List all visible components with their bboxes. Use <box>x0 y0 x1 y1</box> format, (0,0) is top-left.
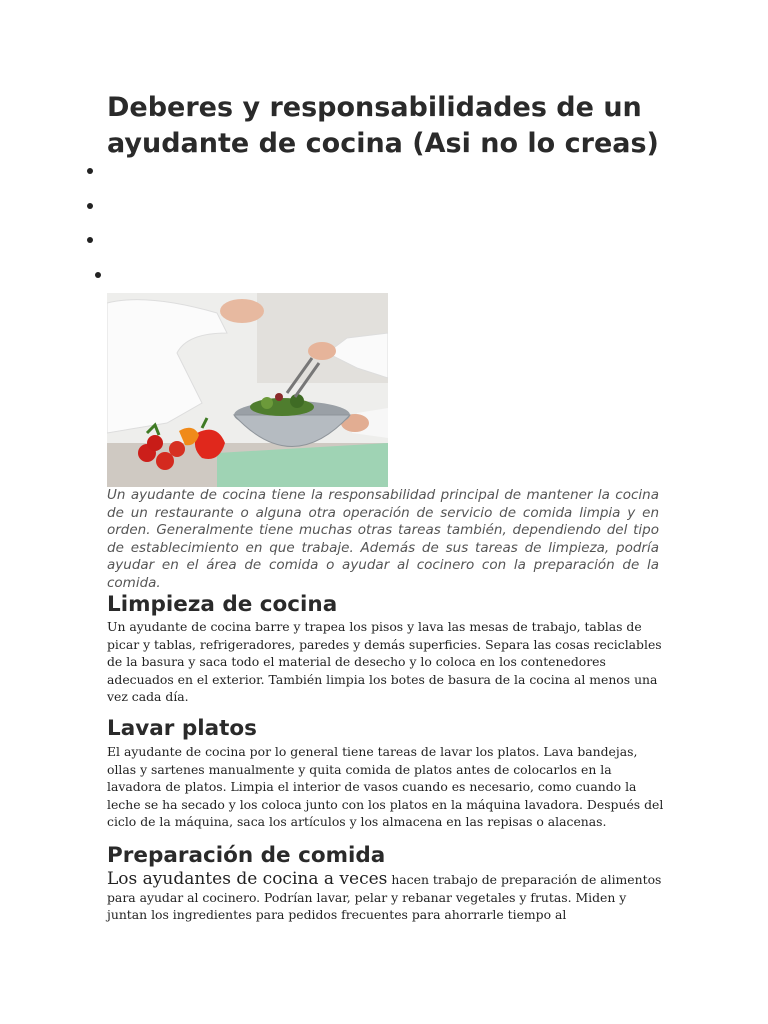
section-body-preparacion-text: hacen trabajo de preparación de alimentos para ayudar al cocinero. Podrían lavar, pelar y rebanar vegetales y frutas. Miden y juntan los ingredientes para pedidos frecuentes para ahorrarle tiempo al <box>107 872 662 923</box>
section-body-preparacion <box>107 871 667 924</box>
section-body-limpieza: Un ayudante de cocina barre y trapea los pisos y lava las mesas de trabajo, tablas de picar y tablas, refrigeradores, paredes y demás superficies. Separa las cosas reciclables de la basura y saca todo el material de desecho y lo coloca en los contenedores adecuados en el exterior. También limpia los botes de basura de la cocina al menos una vez cada día. <box>107 619 662 705</box>
photo-caption: Un ayudante de cocina tiene la responsabilidad principal de mantener la cocina de un restaurante o alguna otra operación de servicio de comida limpia y en orden. Generalmente tiene muchas otras tareas también, dependiendo del tipo de establecimiento en que trabaje. Además de sus tareas de limpieza, podría ayudar en el área de comida o ayudar al cocinero con la preparación de la comida. <box>107 487 659 591</box>
section-body-lavar-platos: El ayudante de cocina por lo general tiene tareas de lavar los platos. Lava bandejas, ollas y sartenes manualmente y quita comida de platos antes de colocarlos en la lavadora de platos. Limpia el interior de vasos cuando es necesario, como cuando la leche se ha secado y los coloca junto con los platos en la máquina lavadora. Después del ciclo de la máquina, saca los artículos y los almacena en las repisas o alacenas. <box>107 744 664 830</box>
bullet-icon <box>87 203 93 209</box>
section-heading-limpieza: Limpieza de cocina <box>107 592 338 617</box>
section-heading-lavar-platos: Lavar platos <box>107 716 257 741</box>
section-heading-preparacion: Preparación de comida <box>107 843 386 868</box>
chefs-preparing-salad-photo <box>107 293 388 487</box>
section-lead-preparacion: Los ayudantes de cocina a veces <box>107 869 388 889</box>
bullet-icon <box>87 168 93 174</box>
document-title: Deberes y responsabilidades de un ayudante de cocina (Asi no lo creas) <box>107 92 659 159</box>
bullet-icon <box>87 237 93 243</box>
bullet-icon <box>95 272 101 278</box>
